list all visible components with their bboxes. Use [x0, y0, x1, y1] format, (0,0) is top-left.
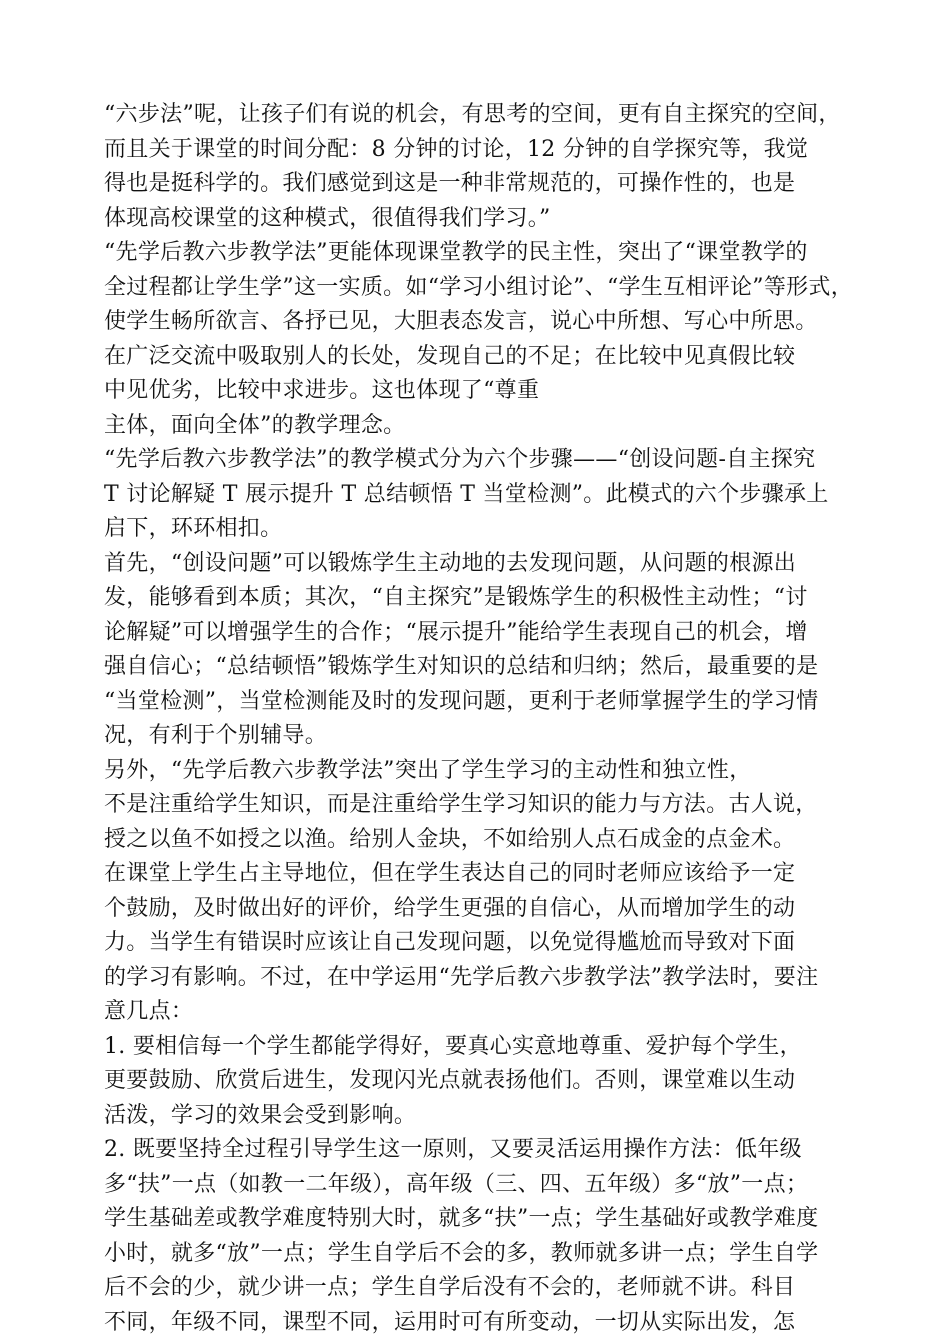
text-line: “先学后教六步教学法”更能体现课堂教学的民主性，突出了“课堂教学的 [104, 240, 808, 265]
text-line: “六步法”呢，让孩子们有说的机会，有思考的空间，更有自主探究的空间， [104, 102, 841, 127]
text-line: T 讨论解疑 T 展示提升 T 总结顿悟 T 当堂检测”。此模式的六个步骤承上 [104, 481, 829, 507]
text-line: 全过程都让学生学”这一实质。如“学习小组讨论”、“学生互相评论”等形式， [104, 274, 854, 300]
document-body [104, 98, 864, 1340]
text-line: 后不会的少，就少讲一点；学生自学后没有不会的，老师就不讲。科目 [104, 1275, 796, 1300]
text-line: 不同，年级不同，课型不同，运用时可有所变动，一切从实际出发，怎 [104, 1309, 796, 1335]
text-line: 更要鼓励、欣赏后进生，发现闪光点就表扬他们。否则，课堂难以生动 [104, 1068, 796, 1093]
text-line: 活泼，学习的效果会受到影响。 [104, 1102, 417, 1128]
text-line: 在广泛交流中吸取别人的长处，发现自己的不足；在比较中见真假比较 [104, 343, 796, 369]
text-line: 况，有利于个别辅导。 [104, 723, 328, 748]
text-line: 不是注重给学生知识，而是注重给学生学习知识的能力与方法。古人说， [104, 792, 818, 817]
text-line: 使学生畅所欲言、各抒已见，大胆表态发言，说心中所想、写心中所思。 [104, 309, 818, 334]
text-line: 体现高校课堂的这种模式，很值得我们学习。” [104, 205, 551, 231]
text-line: 中见优劣，比较中求进步。这也体现了“尊重 [104, 378, 540, 403]
text-line: 2. 既要坚持全过程引导学生这一原则，又要灵活运用操作方法：低年级 [104, 1137, 802, 1162]
text-line: 授之以鱼不如授之以渔。给别人金块，不如给别人点石成金的点金术。 [104, 826, 796, 852]
text-line: 多“扶”一点（如教一二年级），高年级（三、四、五年级）多“放”一点； [104, 1171, 809, 1197]
text-line: 力。当学生有错误时应该让自己发现问题，以免觉得尴尬而导致对下面 [104, 930, 796, 955]
text-line: “先学后教六步教学法”的教学模式分为六个步骤——“创设问题-自主探究 [104, 447, 816, 472]
text-line: 强自信心；“总结顿悟”锻炼学生对知识的总结和归纳；然后，最重要的是 [104, 654, 819, 679]
text-line: 1. 要相信每一个学生都能学得好，要真心实意地尊重、爱护每个学生， [104, 1033, 802, 1059]
text-line: 另外，“先学后教六步教学法”突出了学生学习的主动性和独立性， [104, 757, 752, 783]
text-line: 的学习有影响。不过，在中学运用“先学后教六步教学法”教学法时，要注 [104, 964, 819, 990]
text-line: 小时，就多“放”一点；学生自学后不会的多，教师就多讲一点；学生自学 [104, 1240, 819, 1266]
text-line: 在课堂上学生占主导地位，但在学生表达自己的同时老师应该给予一定 [104, 861, 796, 886]
text-line: 首先，“创设问题”可以锻炼学生主动地的去发现问题，从问题的根源出 [104, 550, 797, 576]
text-line: 发，能够看到本质；其次，“自主探究”是锻炼学生的积极性主动性；“讨 [104, 585, 808, 610]
text-line: 启下，环环相扣。 [104, 516, 283, 541]
text-line: 论解疑”可以增强学生的合作；“展示提升”能给学生表现自己的机会，增 [104, 619, 808, 645]
text-line: 得也是挺科学的。我们感觉到这是一种非常规范的，可操作性的，也是 [104, 171, 796, 196]
text-line: “当堂检测”，当堂检测能及时的发现问题，更利于老师掌握学生的学习情 [104, 688, 819, 714]
text-line: 而且关于课堂的时间分配：8 分钟的讨论，12 分钟的自学探究等，我觉 [104, 136, 809, 162]
text-line: 个鼓励，及时做出好的评价，给学生更强的自信心，从而增加学生的动 [104, 895, 796, 921]
text-line: 意几点： [104, 999, 194, 1024]
text-line: 学生基础差或教学难度特别大时，就多“扶”一点；学生基础好或教学难度 [104, 1206, 819, 1231]
text-line: 主体，面向全体”的教学理念。 [104, 412, 406, 438]
